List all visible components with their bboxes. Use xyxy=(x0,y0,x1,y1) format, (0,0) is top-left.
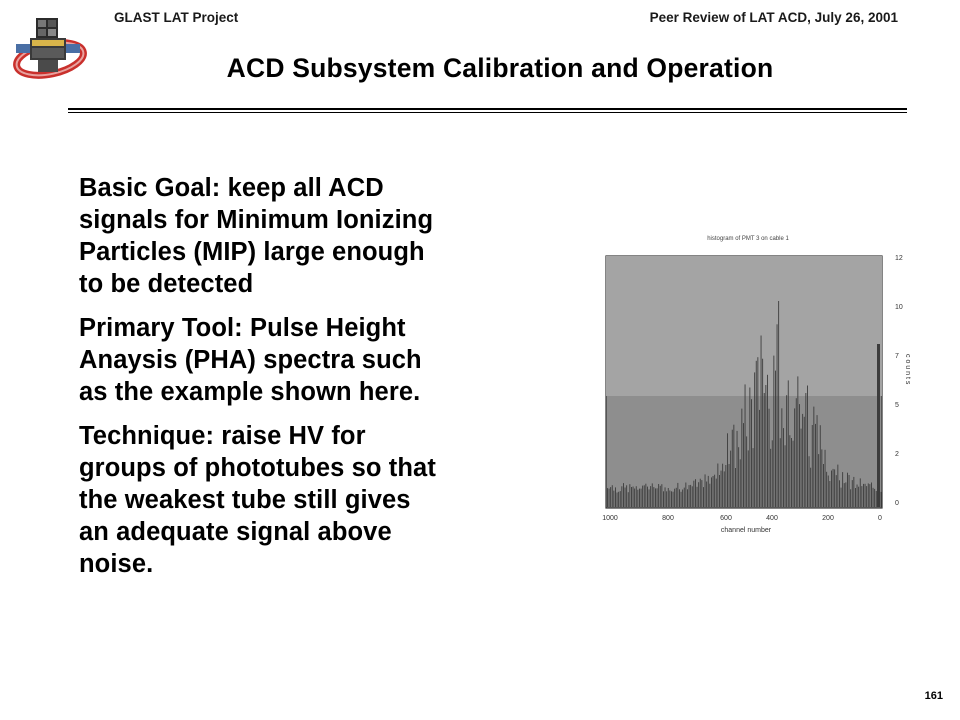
x-tick-800: 800 xyxy=(662,515,674,522)
title-rule-thin xyxy=(68,112,907,113)
y-tick-10: 10 xyxy=(895,304,903,311)
glast-logo-icon xyxy=(12,14,104,88)
y-tick-7: 7 xyxy=(895,353,899,360)
y-tick-0: 0 xyxy=(895,500,899,507)
x-tick-0: 0 xyxy=(878,515,882,522)
x-tick-1000: 1000 xyxy=(602,515,618,522)
bullet-basic-goal: Basic Goal: keep all ACD signals for Minimum Ionizing Particles (MIP) large enough to be detected xyxy=(79,174,434,298)
y-tick-5: 5 xyxy=(895,402,899,409)
y-tick-2: 2 xyxy=(895,451,899,458)
x-axis-label: channel number xyxy=(720,527,772,534)
x-tick-400: 400 xyxy=(766,515,778,522)
bullet-primary-tool: Primary Tool: Pulse Height Anaysis (PHA) spectra such as the example shown here. xyxy=(79,314,422,406)
y-tick-12: 12 xyxy=(895,255,903,262)
slide-title: ACD Subsystem Calibration and Operation xyxy=(226,53,774,83)
bullet-list xyxy=(79,172,539,592)
x-tick-labels xyxy=(602,515,882,522)
x-tick-200: 200 xyxy=(822,515,834,522)
y-tick-labels xyxy=(895,255,903,507)
header-project: GLAST LAT Project xyxy=(114,10,239,25)
pha-histogram-image xyxy=(588,224,918,554)
y-axis-label: c o u n t s xyxy=(904,354,911,385)
bullet-technique: Technique: raise HV for groups of phototubes so that the weakest tube still gives an adequate signal above noise. xyxy=(79,422,436,578)
x-tick-600: 600 xyxy=(720,515,732,522)
header-review: Peer Review of LAT ACD, July 26, 2001 xyxy=(649,10,898,25)
figure-title: histogram of PMT 3 on cable 1 xyxy=(707,236,789,242)
page-number: 161 xyxy=(924,690,943,702)
title-rule xyxy=(68,108,907,110)
